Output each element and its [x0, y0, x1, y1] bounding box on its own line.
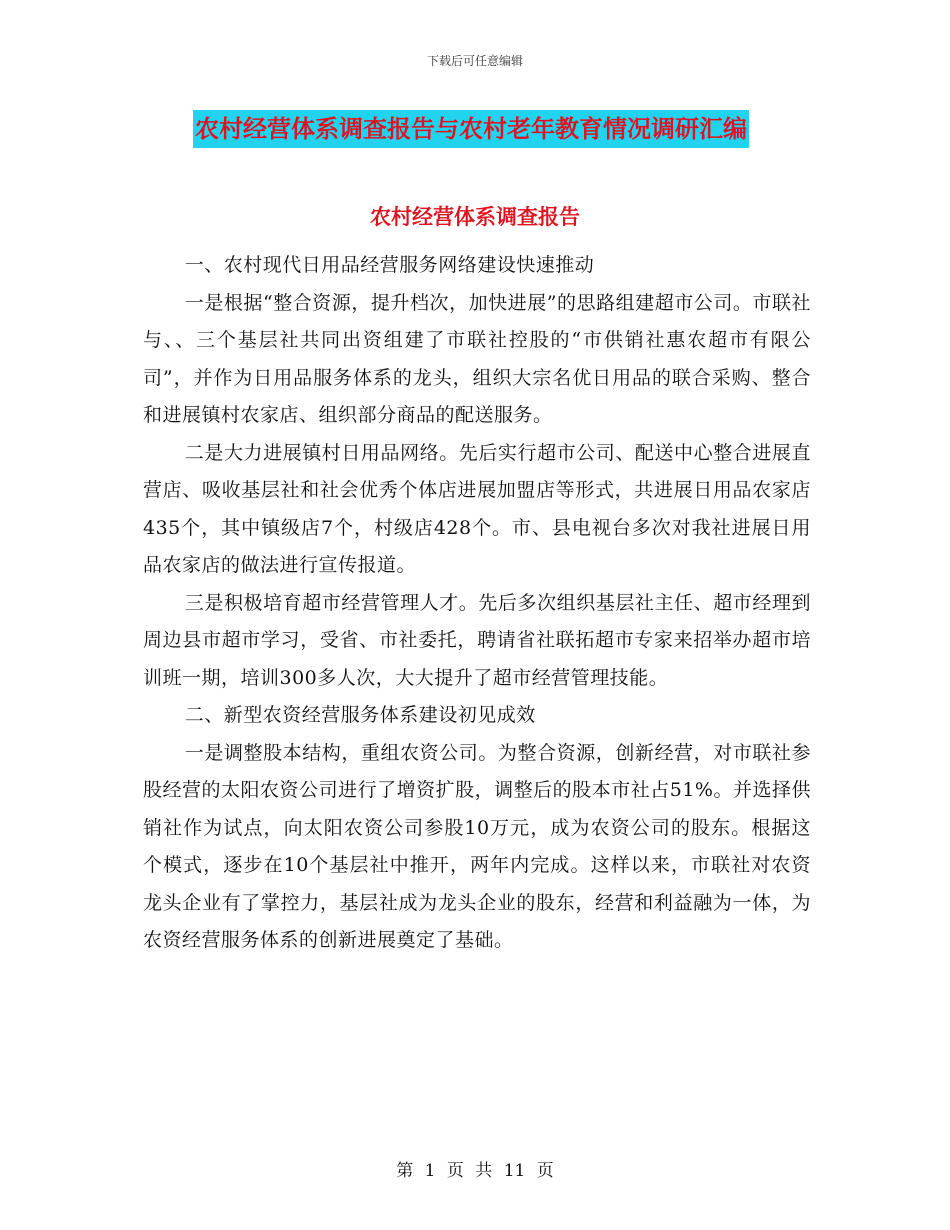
- section-title: 农村经营体系调查报告: [370, 205, 580, 229]
- body-paragraph: 一是根据“整合资源，提升档次，加快进展”的思路组建超市公司。市联社与、、三个基层社共同出资组建了市联社控股的“市供销社惠农超市有限公司”，并作为日用品服务体系的龙头，组织大宗名优日用品的联合采购、整合和进展镇村农家店、组织部分商品的配送服务。: [143, 291, 811, 426]
- body-paragraph: 二是大力进展镇村日用品网络。先后实行超市公司、配送中心整合进展直营店、吸收基层社和社会优秀个体店进展加盟店等形式，共进展日用品农家店435个，其中镇级店7个，村级店428个。市、县电视台多次对我社进展日用品农家店的做法进行宣传报道。: [143, 441, 811, 576]
- document-body: [143, 247, 811, 960]
- document-main-title: 农村经营体系调查报告与农村老年教育情况调研汇编: [193, 110, 749, 148]
- page-number-footer: 第 1 页 共 11 页: [396, 1161, 554, 1181]
- heading-paragraph-1: 一、农村现代日用品经营服务网络建设快速推动: [184, 254, 595, 276]
- body-paragraph: 三是积极培育超市经营管理人才。先后多次组织基层社主任、超市经理到周边县市超市学习，受省、市社委托，聘请省社联拓超市专家来招举办超市培训班一期，培训300多人次，大大提升了超市经营管理技能。: [143, 591, 811, 689]
- body-paragraph: 一是调整股本结构，重组农资公司。为整合资源，创新经营，对市联社参股经营的太阳农资公司进行了增资扩股，调整后的股本市社占51%。并选择供销社作为试点，向太阳农资公司参股10万元，成为农资公司的股东。根据这个模式，逐步在10个基层社中推开，两年内完成。这样以来，市联社对农资龙头企业有了掌控力，基层社成为龙头企业的股东，经营和利益融为一体，为农资经营服务体系的创新进展奠定了基础。: [143, 741, 811, 951]
- page-header-note: 下载后可任意编辑: [426, 54, 523, 68]
- heading-paragraph-2: 二、新型农资经营服务体系建设初见成效: [184, 704, 536, 726]
